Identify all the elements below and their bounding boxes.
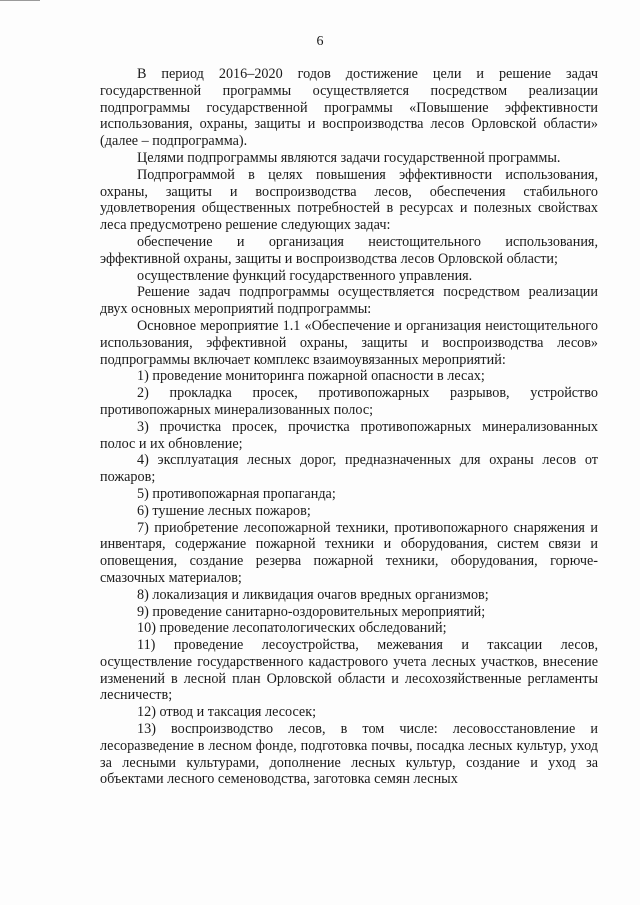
list-item-5: 5) противопожарная пропаганда; [137, 485, 336, 502]
document-body [100, 66, 598, 788]
list-item-2: 2) прокладка просек, противопожарных разрывов, устройство противопожарных минерализованных полос; [100, 385, 598, 418]
list-item-7: 7) приобретение лесопожарной техники, противопожарного снаряжения и инвентаря, содержание пожарной техники и оборудования, систем связи и оповещения, создание резерва пожарной техники, оборудования, горюче-смазочных материалов; [100, 519, 598, 586]
list-item-10: 10) проведение лесопатологических обследований; [137, 620, 447, 637]
paragraph-measures-intro: Решение задач подпрограммы осуществляется посредством реализации двух основных мероприятий подпрограммы: [100, 284, 598, 318]
scan-corner-mark [0, 0, 40, 1]
list-item-3: 3) прочистка просек, прочистка противопожарных минерализованных полос и их обновление; [100, 418, 598, 452]
paragraph-measure-1-1: Основное мероприятие 1.1 «Обеспечение и организация неистощительного использования, эффективной охраны, защиты и воспроизводства лесов» подпрограммы включает комплекс взаимоувязанных мероприятий: [100, 317, 598, 368]
list-item-12: 12) отвод и таксация лесосек; [137, 704, 317, 721]
list-item-1: 1) проведение мониторинга пожарной опасности в лесах; [137, 368, 485, 385]
list-item-13: 13) воспроизводство лесов, в том числе: лесовосстановление и лесоразведение в лесном фонде, подготовка почвы, посадка лесных культур, уход за лесными культурами, дополнение лесных культур, создание и уход за объектами лесного семеноводства, заготовка семян лесных [100, 721, 598, 788]
list-item-4: 4) эксплуатация лесных дорог, предназначенных для охраны лесов от пожаров; [100, 452, 598, 486]
paragraph-intro: В период 2016–2020 годов достижение цели и решение задач государственной программы осуществляется посредством реализации подпрограммы государственной программы «Повышение эффективности использования, охраны, защиты и воспроизводства лесов Орловской области» (далее – подпрограмма). [100, 66, 598, 150]
paragraph-goals: Целями подпрограммы являются задачи государственной программы. [137, 149, 561, 166]
paragraph-tasks-intro: Подпрограммой в целях повышения эффективности использования, охраны, защиты и воспроизводства лесов, обеспечения стабильного удовлетворения общественных потребностей в ресурсах и полезных свойствах леса предусмотрено решение следующих задач: [100, 166, 598, 234]
paragraph-task-1: обеспечение и организация неистощительного использования, эффективной охраны, защиты и воспроизводства лесов Орловской области; [100, 233, 598, 267]
list-item-6: 6) тушение лесных пожаров; [137, 502, 311, 519]
paragraph-task-2: осуществление функций государственного управления. [137, 267, 473, 284]
list-item-9: 9) проведение санитарно-оздоровительных мероприятий; [137, 603, 486, 620]
page-number: 6 [316, 34, 324, 49]
list-item-11: 11) проведение лесоустройства, межевания и таксации лесов, осуществление государственного кадастрового учета лесных участков, внесение изменений в лесной план Орловской области и лесохозяйственные регламенты лесничеств; [100, 637, 598, 704]
list-item-8: 8) локализация и ликвидация очагов вредных организмов; [137, 586, 489, 603]
